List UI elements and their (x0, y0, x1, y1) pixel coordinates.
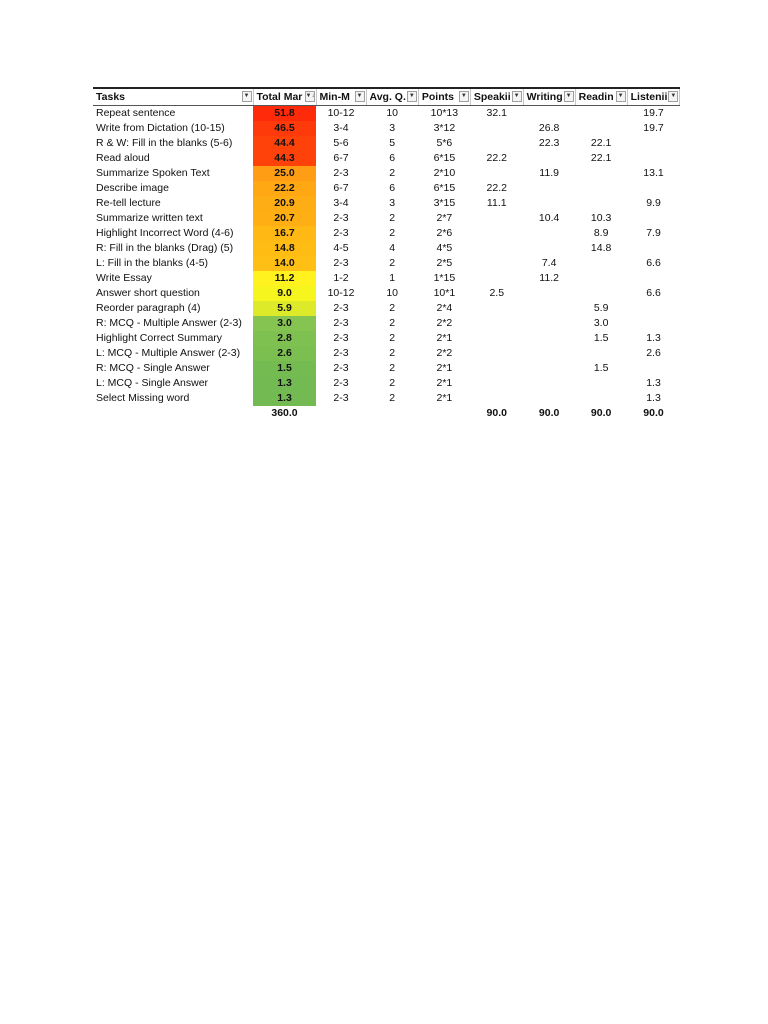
avg-questions-cell[interactable]: 6 (389, 152, 396, 164)
avg-questions-cell[interactable]: 3 (389, 197, 396, 209)
header-speaking[interactable]: Speakii ▼ (470, 88, 523, 106)
task-name-cell[interactable]: Summarize written text (96, 212, 203, 224)
total-marks-cell[interactable]: 14.0 (253, 256, 316, 271)
speaking-cell[interactable] (470, 376, 523, 391)
task-name-cell[interactable]: Read aloud (96, 152, 150, 164)
writing-cell[interactable] (523, 226, 575, 241)
writing-cell[interactable]: 10.4 (538, 212, 560, 224)
listening-cell[interactable]: 2.6 (646, 347, 661, 359)
speaking-cell[interactable] (470, 391, 523, 406)
listening-cell[interactable] (627, 316, 680, 331)
avg-questions-cell[interactable]: 5 (389, 137, 396, 149)
total-marks-cell[interactable]: 1.3 (253, 376, 316, 391)
reading-cell[interactable] (575, 391, 627, 406)
writing-cell[interactable] (523, 241, 575, 256)
points-cell[interactable]: 6*15 (433, 152, 456, 164)
filter-dropdown-icon[interactable]: ▼ (242, 91, 252, 102)
total-marks-cell[interactable]: 3.0 (253, 316, 316, 331)
speaking-cell[interactable] (470, 271, 523, 286)
min-marks-cell[interactable]: 2-3 (333, 392, 349, 404)
avg-questions-cell[interactable]: 1 (389, 272, 396, 284)
task-name-cell[interactable]: Reorder paragraph (4) (96, 302, 201, 314)
reading-cell[interactable] (575, 271, 627, 286)
sort-descending-icon[interactable]: ▼↓ (305, 91, 315, 102)
table-row (93, 196, 680, 211)
task-name-cell[interactable]: Highlight Incorrect Word (4-6) (96, 227, 234, 239)
points-cell[interactable]: 2*1 (436, 377, 453, 389)
avg-questions-cell[interactable]: 2 (389, 167, 396, 179)
reading-cell[interactable]: 5.9 (593, 302, 609, 314)
total-marks-cell[interactable]: 1.3 (253, 391, 316, 406)
listening-cell[interactable] (627, 271, 680, 286)
empty-cell[interactable] (418, 406, 470, 421)
listening-cell[interactable] (627, 301, 680, 316)
table-row (93, 376, 680, 391)
min-marks-cell[interactable]: 6-7 (333, 182, 349, 194)
task-name-cell[interactable]: R: Fill in the blanks (Drag) (5) (96, 242, 234, 254)
writing-cell[interactable] (523, 346, 575, 361)
table-row (93, 271, 680, 286)
avg-questions-cell[interactable]: 2 (389, 212, 396, 224)
min-marks-cell[interactable]: 2-3 (333, 362, 349, 374)
min-marks-cell[interactable]: 10-12 (327, 287, 355, 299)
reading-cell[interactable] (575, 286, 627, 301)
listening-cell[interactable]: 1.3 (646, 377, 661, 389)
table-row (93, 106, 680, 122)
table-row (93, 136, 680, 151)
listening-cell[interactable]: 19.7 (643, 107, 664, 119)
reading-total-cell[interactable]: 90.0 (590, 407, 612, 419)
min-marks-cell[interactable]: 10-12 (327, 107, 355, 119)
filter-dropdown-icon[interactable]: ▼ (668, 91, 678, 102)
writing-total-cell[interactable]: 90.0 (538, 407, 560, 419)
points-cell[interactable]: 2*1 (436, 362, 453, 374)
header-row (93, 88, 680, 106)
listening-cell[interactable] (627, 211, 680, 226)
listening-cell[interactable]: 6.6 (646, 257, 661, 269)
listening-cell[interactable]: 1.3 (646, 332, 661, 344)
min-marks-cell[interactable]: 2-3 (333, 332, 349, 344)
points-cell[interactable]: 2*5 (436, 257, 453, 269)
header-writing[interactable]: Writing ▼ (523, 88, 575, 106)
header-total-marks[interactable]: Total Mar ▼↓ (253, 88, 316, 106)
avg-questions-cell[interactable]: 2 (389, 317, 396, 329)
points-cell[interactable]: 10*1 (433, 287, 456, 299)
total-marks-cell[interactable]: 9.0 (253, 286, 316, 301)
writing-cell[interactable] (523, 316, 575, 331)
min-marks-cell[interactable]: 5-6 (333, 137, 349, 149)
avg-questions-cell[interactable]: 2 (389, 347, 396, 359)
task-name-cell[interactable]: L: MCQ - Multiple Answer (2-3) (96, 347, 241, 359)
listening-cell[interactable]: 6.6 (646, 287, 661, 299)
writing-cell[interactable]: 7.4 (541, 257, 557, 269)
task-name-cell[interactable]: Summarize Spoken Text (96, 167, 210, 179)
task-name-cell[interactable]: Select Missing word (96, 392, 190, 404)
min-marks-cell[interactable]: 3-4 (333, 122, 349, 134)
points-cell[interactable]: 2*1 (436, 332, 453, 344)
points-cell[interactable]: 3*15 (433, 197, 456, 209)
writing-cell[interactable]: 22.3 (538, 137, 560, 149)
total-marks-cell[interactable]: 1.5 (253, 361, 316, 376)
speaking-cell[interactable] (470, 256, 523, 271)
table-row (93, 226, 680, 241)
points-cell[interactable]: 4*5 (436, 242, 453, 254)
speaking-cell[interactable] (470, 301, 523, 316)
listening-cell[interactable] (627, 136, 680, 151)
filter-dropdown-icon[interactable]: ▼ (355, 91, 365, 102)
speaking-cell[interactable] (470, 361, 523, 376)
table-row (93, 166, 680, 181)
speaking-cell[interactable] (470, 316, 523, 331)
table-row (93, 316, 680, 331)
task-name-cell[interactable]: L: MCQ - Single Answer (96, 377, 209, 389)
total-marks-cell[interactable]: 51.8 (253, 106, 316, 122)
reading-cell[interactable]: 1.5 (593, 332, 609, 344)
points-cell[interactable]: 3*12 (433, 122, 456, 134)
task-name-cell[interactable]: Re-tell lecture (96, 197, 161, 209)
header-reading[interactable]: Readin ▼ (575, 88, 627, 106)
table-row (93, 121, 680, 136)
header-listening[interactable]: Listenii ▼ (627, 88, 680, 106)
speaking-cell[interactable] (470, 121, 523, 136)
avg-questions-cell[interactable]: 10 (386, 287, 399, 299)
writing-cell[interactable] (523, 106, 575, 122)
writing-cell[interactable] (523, 331, 575, 346)
avg-questions-cell[interactable]: 2 (389, 377, 396, 389)
points-cell[interactable]: 1*15 (433, 272, 456, 284)
total-marks-cell[interactable]: 44.4 (253, 136, 316, 151)
avg-questions-cell[interactable]: 2 (389, 227, 396, 239)
points-cell[interactable]: 6*15 (433, 182, 456, 194)
speaking-cell[interactable] (470, 136, 523, 151)
table-row (93, 211, 680, 226)
filter-dropdown-icon[interactable]: ▼ (616, 91, 626, 102)
points-cell[interactable]: 5*6 (436, 137, 453, 149)
avg-questions-cell[interactable]: 2 (389, 257, 396, 269)
empty-cell[interactable] (316, 406, 366, 421)
speaking-cell[interactable] (470, 166, 523, 181)
writing-cell[interactable]: 26.8 (538, 122, 560, 134)
writing-cell[interactable]: 11.9 (539, 167, 559, 179)
total-marks-cell[interactable]: 25.0 (253, 166, 316, 181)
speaking-cell[interactable]: 2.5 (489, 287, 505, 299)
speaking-cell[interactable] (470, 241, 523, 256)
listening-cell[interactable] (627, 361, 680, 376)
header-avg-questions[interactable]: Avg. Q. ▼ (366, 88, 418, 106)
points-cell[interactable]: 2*6 (436, 227, 453, 239)
totals-label-cell[interactable] (93, 406, 253, 421)
empty-cell[interactable] (366, 406, 418, 421)
table-row (93, 391, 680, 406)
header-tasks[interactable]: Tasks ▼ (93, 88, 253, 106)
filter-dropdown-icon[interactable]: ▼ (459, 91, 469, 102)
writing-cell[interactable] (523, 301, 575, 316)
listening-cell[interactable] (627, 241, 680, 256)
writing-cell[interactable]: 11.2 (539, 272, 559, 284)
points-cell[interactable]: 2*7 (436, 212, 453, 224)
avg-questions-cell[interactable]: 4 (389, 242, 396, 254)
avg-questions-cell[interactable]: 2 (389, 392, 396, 404)
points-cell[interactable]: 2*1 (436, 392, 453, 404)
table-row (93, 361, 680, 376)
table-row (93, 346, 680, 361)
table-row (93, 331, 680, 346)
reading-cell[interactable] (575, 121, 627, 136)
table-row (93, 151, 680, 166)
min-marks-cell[interactable]: 2-3 (333, 167, 349, 179)
speaking-cell[interactable] (470, 211, 523, 226)
avg-questions-cell[interactable]: 10 (386, 107, 399, 119)
header-points[interactable]: Points ▼ (418, 88, 470, 106)
points-cell[interactable]: 2*2 (436, 317, 453, 329)
speaking-cell[interactable] (470, 226, 523, 241)
listening-cell[interactable]: 19.7 (643, 122, 664, 134)
avg-questions-cell[interactable]: 2 (389, 332, 396, 344)
task-name-cell[interactable]: Write from Dictation (10-15) (96, 122, 225, 134)
task-name-cell[interactable]: Describe image (96, 182, 169, 194)
min-marks-cell[interactable]: 2-3 (333, 257, 349, 269)
header-min-marks[interactable]: Min-M ▼ (316, 88, 366, 106)
listening-cell[interactable]: 13.1 (643, 167, 664, 179)
reading-cell[interactable]: 10.3 (590, 212, 612, 224)
table-row (93, 286, 680, 301)
min-marks-cell[interactable]: 2-3 (333, 227, 349, 239)
reading-cell[interactable] (575, 106, 627, 122)
writing-cell[interactable] (523, 181, 575, 196)
listening-cell[interactable]: 7.9 (646, 227, 661, 239)
points-cell[interactable]: 2*4 (436, 302, 453, 314)
reading-cell[interactable] (575, 181, 627, 196)
speaking-total-cell[interactable]: 90.0 (486, 407, 507, 419)
listening-cell[interactable] (627, 151, 680, 166)
total-marks-cell[interactable]: 11.2 (253, 271, 316, 286)
avg-questions-cell[interactable]: 2 (389, 362, 396, 374)
speaking-cell[interactable] (470, 346, 523, 361)
grand-total-cell[interactable]: 360.0 (271, 407, 298, 419)
task-name-cell[interactable]: R & W: Fill in the blanks (5-6) (96, 137, 233, 149)
reading-cell[interactable] (575, 166, 627, 181)
total-marks-cell[interactable]: 2.6 (253, 346, 316, 361)
listening-total-cell[interactable]: 90.0 (643, 407, 664, 419)
speaking-cell[interactable]: 22.2 (486, 182, 507, 194)
reading-cell[interactable] (575, 346, 627, 361)
avg-questions-cell[interactable]: 6 (389, 182, 396, 194)
totals-row (93, 406, 680, 421)
filter-dropdown-icon[interactable]: ▼ (512, 91, 522, 102)
reading-cell[interactable]: 22.1 (590, 152, 612, 164)
filter-dropdown-icon[interactable]: ▼ (407, 91, 417, 102)
avg-questions-cell[interactable]: 2 (389, 302, 396, 314)
min-marks-cell[interactable]: 4-5 (333, 242, 349, 254)
speaking-cell[interactable] (470, 331, 523, 346)
reading-cell[interactable]: 3.0 (593, 317, 609, 329)
listening-cell[interactable]: 1.3 (646, 392, 661, 404)
table-row (93, 181, 680, 196)
speaking-cell[interactable]: 11.1 (486, 197, 507, 209)
reading-cell[interactable] (575, 256, 627, 271)
task-name-cell[interactable]: Repeat sentence (96, 107, 176, 119)
points-cell[interactable]: 10*13 (430, 107, 459, 119)
speaking-cell[interactable]: 32.1 (486, 107, 507, 119)
writing-cell[interactable] (523, 151, 575, 166)
total-marks-cell[interactable]: 14.8 (253, 241, 316, 256)
task-name-cell[interactable]: Answer short question (96, 287, 200, 299)
reading-cell[interactable]: 8.9 (593, 227, 609, 239)
min-marks-cell[interactable]: 6-7 (333, 152, 349, 164)
min-marks-cell[interactable]: 2-3 (333, 377, 349, 389)
listening-cell[interactable] (627, 181, 680, 196)
writing-cell[interactable] (523, 376, 575, 391)
min-marks-cell[interactable]: 2-3 (333, 347, 349, 359)
table-row (93, 256, 680, 271)
writing-cell[interactable] (523, 361, 575, 376)
min-marks-cell[interactable]: 2-3 (333, 302, 349, 314)
reading-cell[interactable] (575, 376, 627, 391)
task-name-cell[interactable]: R: MCQ - Multiple Answer (2-3) (96, 317, 242, 329)
filter-dropdown-icon[interactable]: ▼ (564, 91, 574, 102)
total-marks-cell[interactable]: 20.9 (253, 196, 316, 211)
task-name-cell[interactable]: Write Essay (96, 272, 152, 284)
avg-questions-cell[interactable]: 3 (389, 122, 396, 134)
task-name-cell[interactable]: L: Fill in the blanks (4-5) (96, 257, 209, 269)
total-marks-cell[interactable]: 44.3 (253, 151, 316, 166)
writing-cell[interactable] (523, 391, 575, 406)
writing-cell[interactable] (523, 286, 575, 301)
points-cell[interactable]: 2*2 (436, 347, 453, 359)
points-cell[interactable]: 2*10 (433, 167, 456, 179)
table-row (93, 241, 680, 256)
min-marks-cell[interactable]: 2-3 (333, 212, 349, 224)
reading-cell[interactable]: 14.8 (590, 242, 612, 254)
listening-cell[interactable]: 9.9 (646, 197, 661, 209)
total-marks-cell[interactable]: 5.9 (253, 301, 316, 316)
min-marks-cell[interactable]: 2-3 (333, 317, 349, 329)
marks-table (93, 87, 680, 421)
total-marks-cell[interactable]: 20.7 (253, 211, 316, 226)
min-marks-cell[interactable]: 3-4 (333, 197, 349, 209)
table-row (93, 301, 680, 316)
task-name-cell[interactable]: R: MCQ - Single Answer (96, 362, 210, 374)
total-marks-cell[interactable]: 46.5 (253, 121, 316, 136)
reading-cell[interactable]: 22.1 (590, 137, 612, 149)
writing-cell[interactable] (523, 196, 575, 211)
total-marks-cell[interactable]: 22.2 (253, 181, 316, 196)
total-marks-cell[interactable]: 2.8 (253, 331, 316, 346)
speaking-cell[interactable]: 22.2 (486, 152, 507, 164)
total-marks-cell[interactable]: 16.7 (253, 226, 316, 241)
task-name-cell[interactable]: Highlight Correct Summary (96, 332, 223, 344)
reading-cell[interactable] (575, 196, 627, 211)
min-marks-cell[interactable]: 1-2 (333, 272, 349, 284)
reading-cell[interactable]: 1.5 (593, 362, 609, 374)
